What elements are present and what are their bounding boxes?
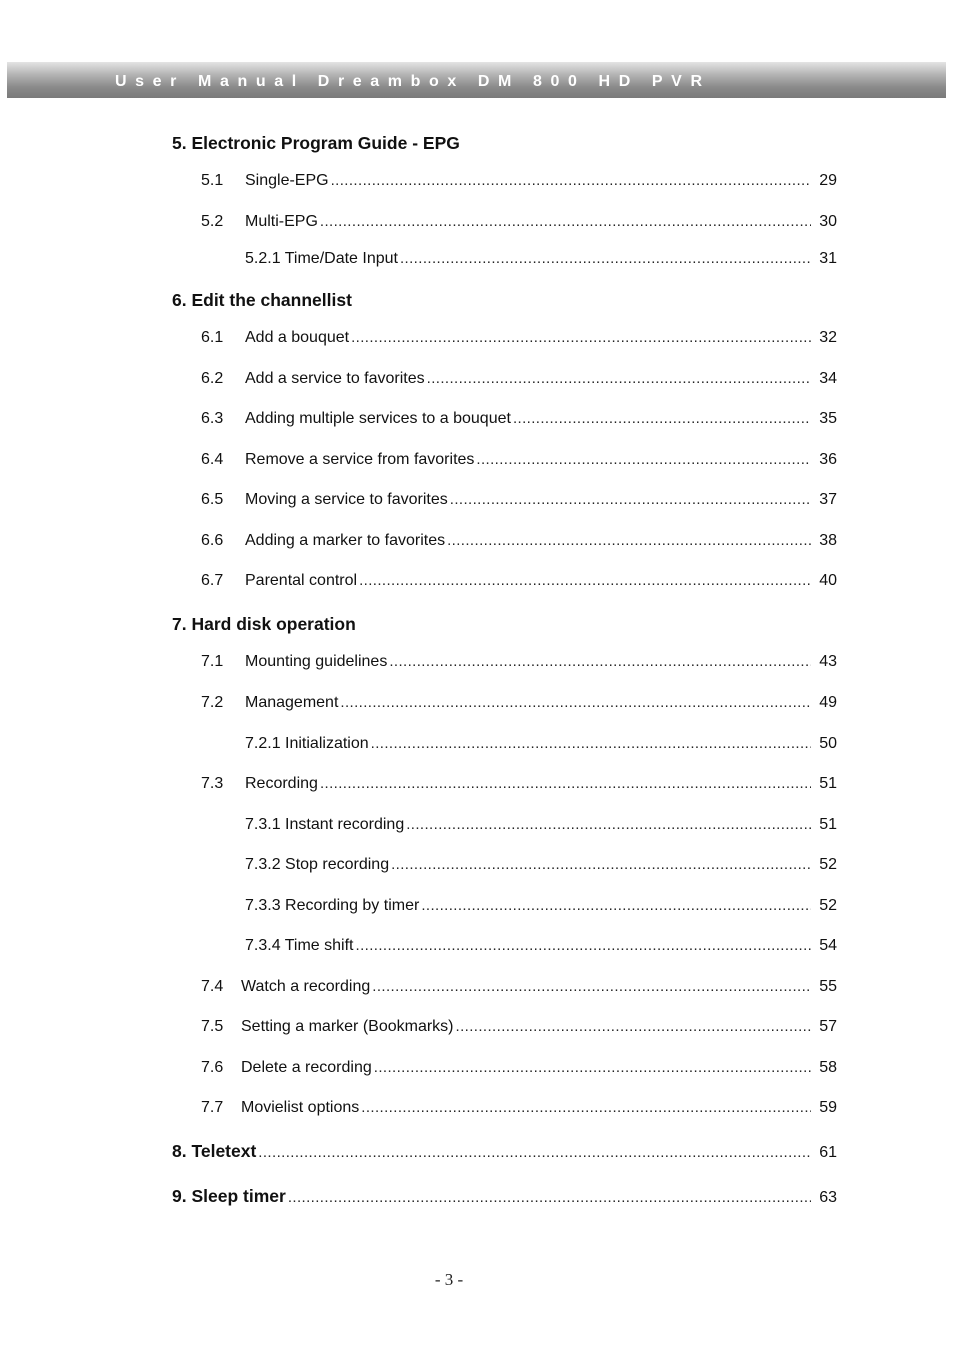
- toc-section-heading: 5. Electronic Program Guide - EPG: [172, 133, 460, 153]
- toc-entry-page: 63: [819, 1189, 837, 1206]
- toc-entry-number: 6.5: [201, 491, 224, 508]
- toc-entry-page: 58: [819, 1059, 837, 1076]
- toc-entry-number: 6.7: [201, 572, 224, 589]
- toc-section-title: 9. Sleep timer: [172, 1186, 286, 1206]
- toc-entry-page: 43: [819, 653, 837, 670]
- toc-entry-page: 40: [819, 572, 837, 589]
- toc-entry-title: Delete a recording: [241, 1059, 372, 1076]
- toc-entry-number: 7.6: [201, 1059, 224, 1076]
- toc-entry-title: 7.3.2 Stop recording: [245, 856, 390, 873]
- dot-leader: [340, 692, 811, 714]
- toc-entry[interactable]: [201, 773, 837, 795]
- toc-entry-title: Watch a recording: [241, 978, 371, 995]
- toc-entry-page: 32: [819, 329, 837, 346]
- dot-leader: [427, 368, 811, 390]
- dot-leader: [359, 570, 811, 592]
- toc-section-entry[interactable]: [172, 1140, 837, 1162]
- toc-entry-number: 7.4: [201, 978, 224, 995]
- toc-entry-number: 6.4: [201, 451, 224, 468]
- manual-title: User Manual Dreambox DM 800 HD PVR: [115, 73, 711, 90]
- toc-entry-title: Add a bouquet: [245, 329, 350, 346]
- toc-entry-number: 5.2: [201, 213, 224, 230]
- toc-entry-number: 6.2: [201, 370, 224, 387]
- toc-entry-title: Setting a marker (Bookmarks): [241, 1018, 454, 1035]
- toc-entry-page: 57: [819, 1018, 837, 1035]
- toc-entry-number: 7.5: [201, 1018, 224, 1035]
- dot-leader: [421, 895, 811, 917]
- toc-entry-page: 55: [819, 978, 837, 995]
- toc-entry-page: 38: [819, 532, 837, 549]
- toc-entry[interactable]: [201, 530, 837, 552]
- toc-subentry[interactable]: [245, 814, 837, 836]
- dot-leader: [351, 327, 811, 349]
- dot-leader: [372, 976, 811, 998]
- toc-entry-page: 35: [819, 410, 837, 427]
- toc-entry-title: Adding multiple services to a bouquet: [245, 410, 511, 427]
- toc-entry[interactable]: [201, 368, 837, 390]
- dot-leader: [476, 449, 811, 471]
- toc-entry-page: 52: [819, 856, 837, 873]
- dot-leader: [513, 408, 811, 430]
- dot-leader: [400, 248, 811, 270]
- dot-leader: [374, 1057, 811, 1079]
- toc-entry[interactable]: [201, 1057, 837, 1079]
- toc-section-heading: 7. Hard disk operation: [172, 614, 356, 634]
- toc-entry-title: Remove a service from favorites: [245, 451, 475, 468]
- toc-subentry[interactable]: [245, 854, 837, 876]
- toc-entry[interactable]: [201, 1016, 837, 1038]
- toc-entry-title: Adding a marker to favorites: [245, 532, 446, 549]
- toc-subentry[interactable]: [245, 248, 837, 270]
- toc-entry-page: 50: [819, 735, 837, 752]
- toc-entry-page: 54: [819, 937, 837, 954]
- toc-entry-page: 51: [819, 775, 837, 792]
- dot-leader: [320, 773, 811, 795]
- toc-entry-title: 7.2.1 Initialization: [245, 735, 369, 752]
- dot-leader: [450, 489, 811, 511]
- toc-entry-title: 7.3.3 Recording by timer: [245, 897, 420, 914]
- toc-entry-number: 6.3: [201, 410, 224, 427]
- toc-entry-title: Management: [245, 694, 339, 711]
- toc-entry-title: Mounting guidelines: [245, 653, 388, 670]
- toc-entry-page: 30: [819, 213, 837, 230]
- toc-subentry[interactable]: [245, 935, 837, 957]
- toc-entry-page: 52: [819, 897, 837, 914]
- toc-entry-number: 6.6: [201, 532, 224, 549]
- toc-entry[interactable]: [201, 651, 837, 673]
- toc-section-entry[interactable]: [172, 1185, 837, 1207]
- toc-subentry[interactable]: [245, 733, 837, 755]
- dot-leader: [288, 1187, 811, 1209]
- dot-leader: [389, 651, 811, 673]
- toc-entry-title: Parental control: [245, 572, 358, 589]
- toc-entry-page: 34: [819, 370, 837, 387]
- dot-leader: [356, 935, 812, 957]
- toc-entry-title: Recording: [245, 775, 318, 792]
- toc-entry-title: 7.3.1 Instant recording: [245, 816, 405, 833]
- toc-entry[interactable]: [201, 570, 837, 592]
- toc-entry-page: 37: [819, 491, 837, 508]
- dot-leader: [258, 1142, 811, 1164]
- toc-entry-page: 31: [819, 250, 837, 267]
- toc-section-heading: 6. Edit the channellist: [172, 290, 352, 310]
- toc-entry[interactable]: [201, 449, 837, 471]
- dot-leader: [456, 1016, 811, 1038]
- toc-entry-title: Movielist options: [241, 1099, 360, 1116]
- toc-entry-number: 7.3: [201, 775, 224, 792]
- toc-entry-number: 6.1: [201, 329, 224, 346]
- toc-entry[interactable]: [201, 1097, 837, 1119]
- toc-entry[interactable]: [201, 327, 837, 349]
- toc-entry-title: 5.2.1 Time/Date Input: [245, 250, 398, 267]
- toc-entry-title: Single-EPG: [245, 172, 329, 189]
- toc-entry-page: 51: [819, 816, 837, 833]
- dot-leader: [331, 170, 811, 192]
- dot-leader: [361, 1097, 811, 1119]
- toc-entry[interactable]: [201, 976, 837, 998]
- toc-entry-page: 29: [819, 172, 837, 189]
- toc-entry-number: 7.1: [201, 653, 224, 670]
- toc-entry-title: Moving a service to favorites: [245, 491, 448, 508]
- toc-entry-title: 7.3.4 Time shift: [245, 937, 354, 954]
- page-number: - 3 -: [434, 1270, 464, 1289]
- toc-entry-page: 61: [819, 1144, 837, 1161]
- dot-leader: [447, 530, 811, 552]
- dot-leader: [406, 814, 811, 836]
- toc-entry-number: 5.1: [201, 172, 224, 189]
- toc-entry-page: 49: [819, 694, 837, 711]
- toc-entry[interactable]: [201, 489, 837, 511]
- dot-leader: [320, 211, 811, 233]
- toc-entry-page: 59: [819, 1099, 837, 1116]
- toc-section-title: 8. Teletext: [172, 1141, 257, 1161]
- toc-entry-title: Multi-EPG: [245, 213, 318, 230]
- toc-entry[interactable]: [201, 170, 837, 192]
- dot-leader: [391, 854, 811, 876]
- toc-entry[interactable]: [201, 692, 837, 714]
- toc-entry-title: Add a service to favorites: [245, 370, 425, 387]
- toc-subentry[interactable]: [245, 895, 837, 917]
- toc-entry[interactable]: [201, 211, 837, 233]
- toc-entry-page: 36: [819, 451, 837, 468]
- dot-leader: [371, 733, 811, 755]
- toc-entry-number: 7.7: [201, 1099, 224, 1116]
- toc-entry-number: 7.2: [201, 694, 224, 711]
- toc-entry[interactable]: [201, 408, 837, 430]
